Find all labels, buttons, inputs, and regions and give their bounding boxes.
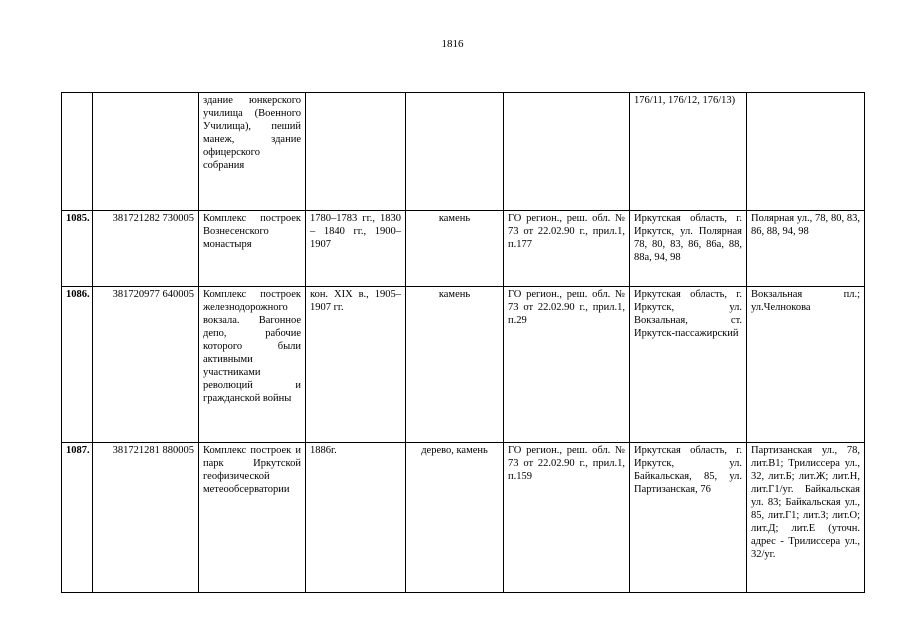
protection-doc-cell: ГО регион., реш. обл. № 73 от 22.02.90 г., прил.1, п.159 xyxy=(504,443,630,593)
row-number-cell: 1086. xyxy=(62,287,93,443)
registry-code-cell: 381720977 640005 xyxy=(93,287,199,443)
date-cell: 1886г. xyxy=(306,443,406,593)
location-cell xyxy=(747,93,865,211)
location-cell: Полярная ул., 78, 80, 83, 86, 88, 94, 98 xyxy=(747,211,865,287)
object-name-cell: Комплекс построек Вознесенского монастыря xyxy=(199,211,306,287)
table-row xyxy=(62,287,865,443)
page-number: 1816 xyxy=(441,38,464,50)
table-row xyxy=(62,443,865,593)
date-cell: кон. XIX в., 1905–1907 гг. xyxy=(306,287,406,443)
table-row xyxy=(62,93,865,211)
location-cell: Партизанская ул., 78, лит.В1; Трилиссера ул., 32, лит.Б; лит.Ж; лит.Н, лит.Г1/уг. Байкальская ул. 83; Байкальская ул., 85, лит.Г1; лит.З; лит.О; лит.Д; лит.Е (уточн. адрес - Трилиссера ул., 32/уг. xyxy=(747,443,865,593)
registry-code-cell: 381721281 880005 xyxy=(93,443,199,593)
table-row xyxy=(62,211,865,287)
address-cell: Иркутская область, г. Иркутск, ул. Байкальская, 85, ул. Партизанская, 76 xyxy=(630,443,747,593)
registry-code-cell: 381721282 730005 xyxy=(93,211,199,287)
material-cell: камень xyxy=(406,287,504,443)
object-name-cell: Комплекс построек железнодорожного вокзала. Вагонное депо, рабочие которого были активными участниками революций и гражданской войны xyxy=(199,287,306,443)
date-cell: 1780–1783 гг., 1830 – 1840 гг., 1900–1907 xyxy=(306,211,406,287)
row-number-cell xyxy=(62,93,93,211)
address-cell: Иркутская область, г. Иркутск, ул. Вокзальная, ст. Иркутск-пассажирский xyxy=(630,287,747,443)
material-cell: дерево, камень xyxy=(406,443,504,593)
address-cell: Иркутская область, г. Иркутск, ул. Полярная 78, 80, 83, 86, 86а, 88, 88а, 94, 98 xyxy=(630,211,747,287)
material-cell xyxy=(406,93,504,211)
protection-doc-cell xyxy=(504,93,630,211)
protection-doc-cell: ГО регион., реш. обл. № 73 от 22.02.90 г., прил.1, п.177 xyxy=(504,211,630,287)
material-cell: камень xyxy=(406,211,504,287)
row-number-cell: 1085. xyxy=(62,211,93,287)
heritage-registry-table xyxy=(61,92,865,593)
date-cell xyxy=(306,93,406,211)
address-cell: 176/11, 176/12, 176/13) xyxy=(630,93,747,211)
registry-code-cell xyxy=(93,93,199,211)
location-cell: Вокзальная пл.; ул.Челнокова xyxy=(747,287,865,443)
object-name-cell: Комплекс построек и парк Иркутской геофизической метеообсерватории xyxy=(199,443,306,593)
row-number-cell: 1087. xyxy=(62,443,93,593)
protection-doc-cell: ГО регион., реш. обл. № 73 от 22.02.90 г., прил.1, п.29 xyxy=(504,287,630,443)
object-name-cell: здание юнкерского училища (Военного Училища), пеший манеж, здание офицерского собрания xyxy=(199,93,306,211)
